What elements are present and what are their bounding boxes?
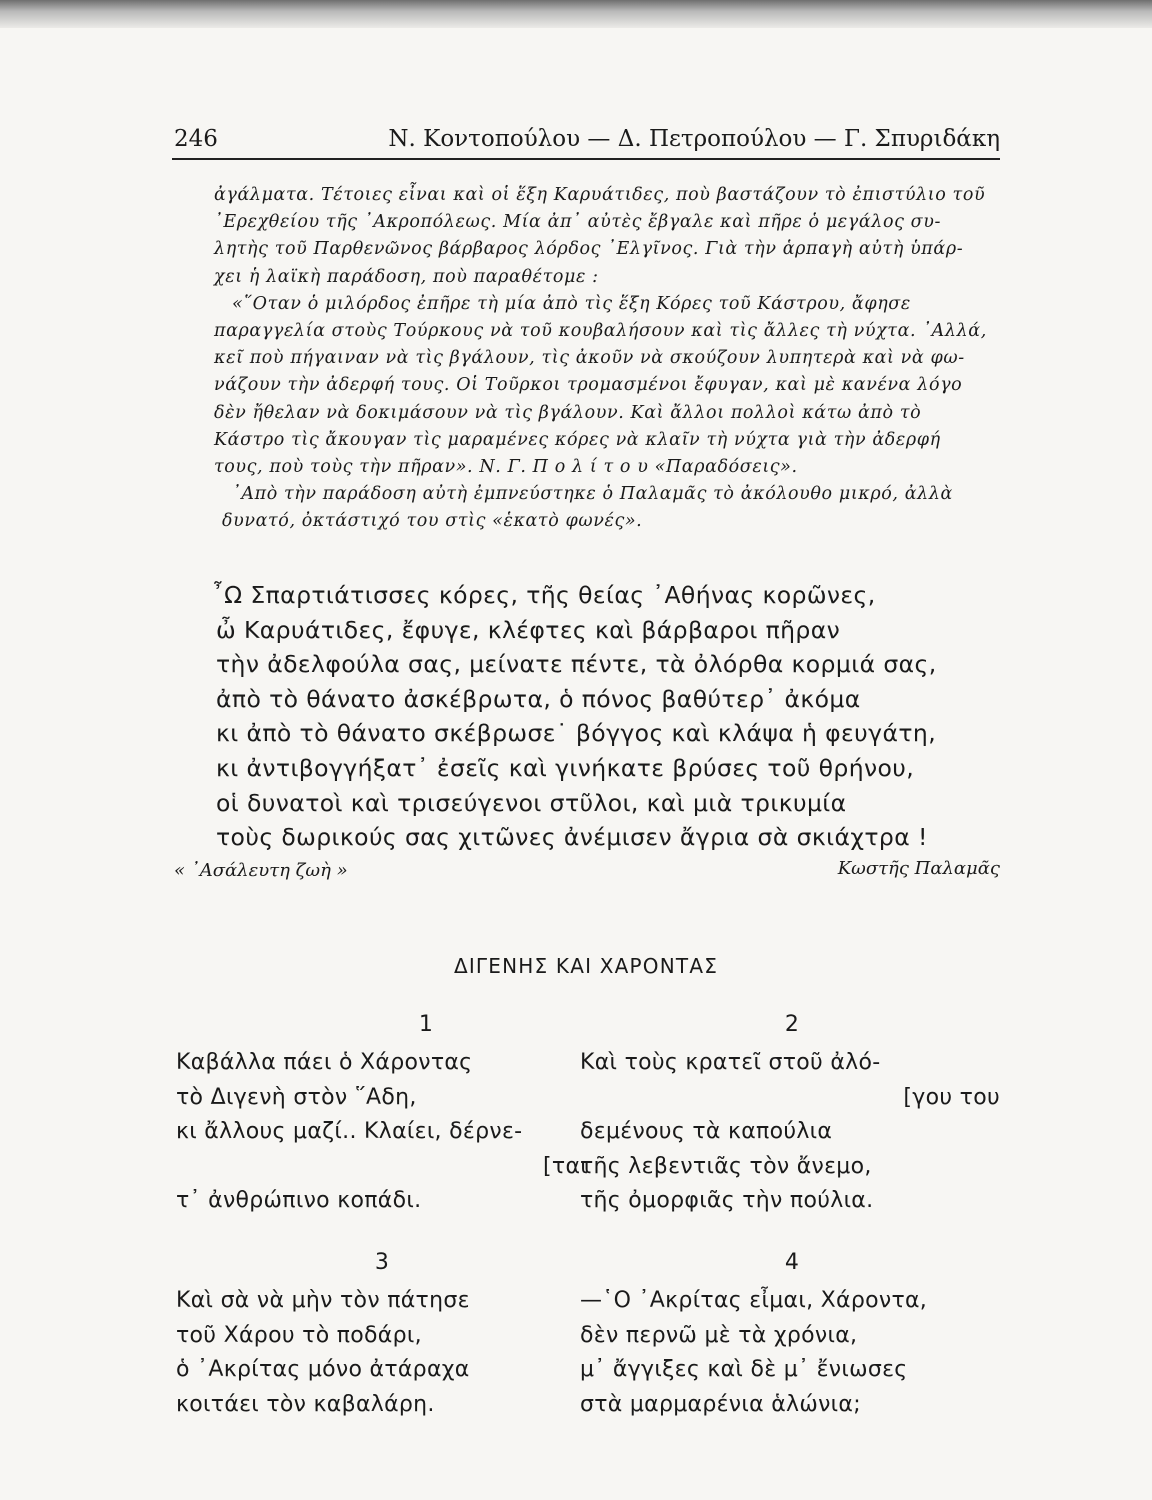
stanza-number: 2 <box>784 1012 800 1037</box>
intro-line: ᾿Απὸ τὴν παράδοση αὐτὴ ἐμπνεύστηκε ὁ Παλαμᾶς τὸ ἀκόλουθο μικρό, ἀλλὰ <box>232 484 953 505</box>
stanza-line: δεμένους τὰ καπούλια <box>580 1119 833 1144</box>
stanza-line-continuation: [γου του <box>903 1084 1000 1110</box>
intro-line: Κάστρο τὶς ἄκουγαν τὶς μαραμένες κόρες νὰ κλαῖν τὴ νύχτα γιὰ τὴν ἀδερφή <box>214 429 941 450</box>
stanza-line-continuation: [ται <box>543 1153 588 1179</box>
stanza-3 <box>176 1248 596 1422</box>
poem-line: κι ἀπὸ τὸ θάνατο σκέβρωσε˙ βόγγος καὶ κλάψα ἡ φευγάτη, <box>216 719 937 748</box>
stanza-4 <box>580 1248 1000 1422</box>
stanza-number: 3 <box>374 1250 390 1275</box>
scan-edge-band <box>0 0 1152 28</box>
intro-line: ᾿Ερεχθείου τῆς ᾿Ακροπόλεως. Μία ἀπ᾿ αὐτὲς ἔβγαλε καὶ πῆρε ὁ μεγάλος συ- <box>214 212 941 233</box>
stanza-line: Καβάλλα πάει ὁ Χάροντας <box>176 1050 473 1075</box>
stanza-line: κι ἄλλους μαζί.. Κλαίει, δέρνε- <box>176 1119 523 1144</box>
stanza-line: δὲν περνῶ μὲ τὰ χρόνια, <box>580 1322 858 1348</box>
intro-line: παραγγελία στοὺς Τούρκους νὰ τοῦ κουβαλήσουν καὶ τὶς ἄλλες τὴ νύχτα. ᾿Αλλά, <box>214 321 987 342</box>
poem-line: ὦ Καρυάτιδες, ἔφυγε, κλέφτες καὶ βάρβαροι πῆραν <box>216 615 841 644</box>
poem-karyatides <box>212 578 1006 855</box>
stanza-number: 4 <box>784 1250 800 1275</box>
stanza-line: τῆς λεβεντιᾶς τὸν ἄνεμο, <box>580 1153 872 1179</box>
stanza-line: ὁ ᾿Ακρίτας μόνο ἀτάραχα <box>176 1357 470 1382</box>
stanza-number: 1 <box>418 1012 434 1037</box>
poem-source: « ᾿Ασάλευτη ζωὴ » <box>174 860 348 881</box>
stanza-2 <box>580 1010 1000 1219</box>
stanza-line: Καὶ τοὺς κρατεῖ στοῦ ἀλό- <box>580 1050 881 1075</box>
poem-line: τὴν ἀδελφούλα σας, μείνατε πέντε, τὰ ὀλόρθα κορμιά σας, <box>216 650 937 679</box>
stanza-line: Καὶ σὰ νὰ μὴν τὸν πάτησε <box>176 1288 470 1313</box>
running-header <box>172 122 1000 160</box>
poem-line: ἀπὸ τὸ θάνατο ἀσκέβρωτα, ὁ πόνος βαθύτερ᾿ ἀκόμα <box>216 684 861 713</box>
intro-line: τους, ποὺ τοὺς τὴν πῆραν». Ν. Γ. Π ο λ ί τ ο υ «Παραδόσεις». <box>214 457 798 478</box>
stanza-line: —῾Ο ᾿Ακρίτας εἶμαι, Χάροντα, <box>580 1288 928 1313</box>
stanza-line: στὰ μαρμαρένια ἁλώνια; <box>580 1391 861 1417</box>
intro-line: λητὴς τοῦ Παρθενῶνος βάρβαρος λόρδος ᾿Ελγῖνος. Γιὰ τὴν ἁρπαγὴ αὐτὴ ὑπάρ- <box>214 239 964 260</box>
stanza-line: κοιτάει τὸν καβαλάρη. <box>176 1391 435 1417</box>
intro-line: δὲν ἤθελαν νὰ δοκιμάσουν νὰ τὶς βγάλουν. Καὶ ἄλλοι πολλοὶ κάτω ἀπὸ τὸ <box>214 402 922 423</box>
intro-line: χει ἡ λαϊκὴ παράδοση, ποὺ παραθέτομε : <box>214 266 599 287</box>
intro-line: δυνατό, ὀκτάστιχό του στὶς «ἑκατὸ φωνές». <box>222 511 643 532</box>
poem-line: κι ἀντιβογγήξατ᾿ ἐσεῖς καὶ γινήκατε βρύσες τοῦ θρήνου, <box>216 753 915 782</box>
stanza-line: τῆς ὀμορφιᾶς τὴν πούλια. <box>580 1188 874 1213</box>
poem-line: τοὺς δωρικούς σας χιτῶνες ἀνέμισεν ἄγρια σὰ σκιάχτρα ! <box>216 823 928 852</box>
header-authors: Ν. Κοντοπούλου — Δ. Πετροπούλου — Γ. Σπυριδάκη <box>388 126 1000 152</box>
intro-line: «῞Οταν ὁ μιλόρδος ἐπῆρε τὴ μία ἀπὸ τὶς ἕξη Κόρες τοῦ Κάστρου, ἄφησε <box>232 293 911 314</box>
intro-line: νάζουν τὴν ἀδερφή τους. Οἱ Τοῦρκοι τρομασμένοι ἔφυγαν, καὶ μὲ κανένα λόγο <box>214 375 963 396</box>
stanza-line: τοῦ Χάρου τὸ ποδάρι, <box>176 1322 422 1348</box>
stanza-line: τὸ Διγενὴ στὸν ῞Αδη, <box>176 1084 417 1110</box>
poem-line: ῏Ω Σπαρτιάτισσες κόρες, τῆς θείας ᾿Αθήνας κορῶνες, <box>212 581 876 609</box>
stanza-line: μ᾿ ἄγγιξες καὶ δὲ μ᾿ ἔνιωσες <box>580 1357 908 1382</box>
section-title: ΔΙΓΕΝΗΣ ΚΑΙ ΧΑΡΟΝΤΑΣ <box>453 954 719 978</box>
poem-author: Κωστῆς Παλαμᾶς <box>837 858 1000 879</box>
intro-line: ἀγάλματα. Τέτοιες εἶναι καὶ οἱ ἕξη Καρυάτιδες, ποὺ βαστάζουν τὸ ἐπιστύλιο τοῦ <box>214 185 986 205</box>
page-number: 246 <box>174 126 218 152</box>
intro-line: κεῖ ποὺ πήγαιναν νὰ τὶς βγάλουν, τὶς ἀκοῦν νὰ σκούζουν λυπητερὰ καὶ νὰ φω- <box>214 348 965 369</box>
poem-line: οἱ δυνατοὶ καὶ τρισεύγενοι στῦλοι, καὶ μιὰ τρικυμία <box>216 788 847 817</box>
stanza-line: τ᾿ ἀνθρώπινο κοπάδι. <box>176 1188 422 1213</box>
intro-paragraph <box>214 182 1000 536</box>
poem-attribution <box>172 856 1000 886</box>
stanza-1 <box>176 1010 596 1219</box>
